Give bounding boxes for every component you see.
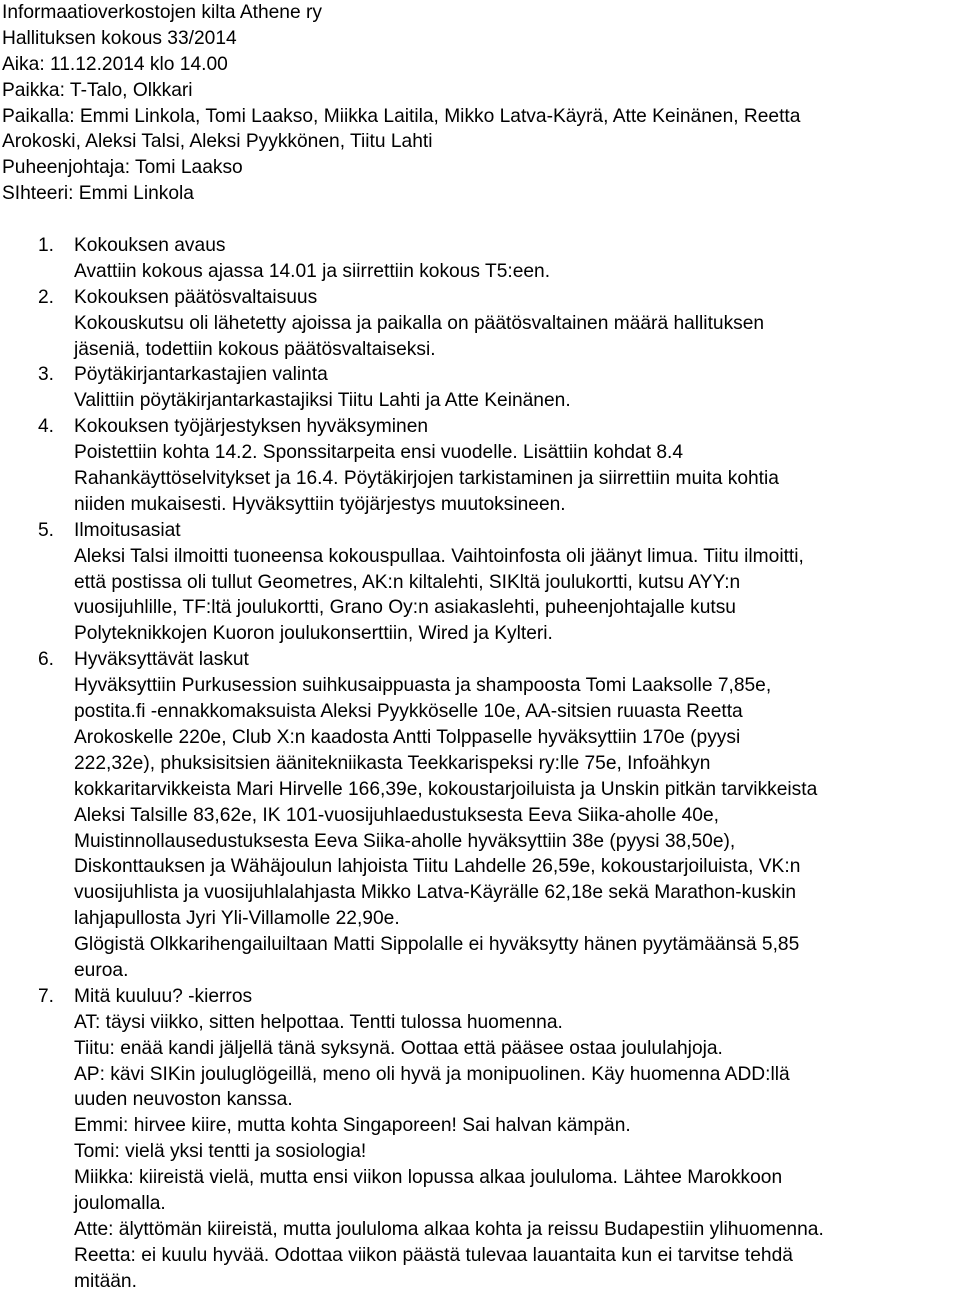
- agenda-item: [2, 414, 958, 518]
- agenda-item-number: 3.: [38, 364, 55, 386]
- secretary: SIhteeri: Emmi Linkola: [2, 183, 194, 205]
- paragraph-line: Diskonttauksen ja Wähäjoulun lahjoista Tiitu Lahdelle 26,59e, kokoustarjoiluista, VK:n: [74, 856, 801, 878]
- paragraph-line: 222,32e), phuksisitsien äänitekniikasta Teekkarispeksi ry:lle 75e, Infoähkyn: [74, 752, 711, 774]
- paragraph-line: AT: täysi viikko, sitten helpottaa. Tentti tulossa huomenna.: [74, 1011, 563, 1033]
- agenda-item: [2, 647, 958, 984]
- paragraph-line: vuosijuhlista ja vuosijuhlalahjasta Mikko Latva-Käyrälle 62,18e sekä Marathon-kuskin: [74, 882, 797, 904]
- paragraph-line: Aleksi Talsi ilmoitti tuoneensa kokouspullaa. Vaihtoinfosta oli jäänyt limua. Tiitu ilmoitti,: [74, 545, 804, 567]
- paragraph-line: Kokouskutsu oli lähetetty ajoissa ja paikalla on päätösvaltainen määrä hallituksen: [74, 312, 765, 334]
- document-page: [2, 0, 958, 1295]
- agenda-item-number: 1.: [38, 235, 55, 257]
- paragraph-line: Tomi: vielä yksi tentti ja sosiologia!: [74, 1141, 367, 1163]
- paragraph-line: Arokoskelle 220e, Club X:n kaadosta Antti Tolppaselle hyväksyttiin 170e (pyysi: [74, 726, 741, 748]
- spacer: [2, 207, 958, 233]
- agenda-item-title: Kokouksen avaus: [74, 235, 226, 257]
- paragraph-line: että postissa oli tullut Geometres, AK:n kiltalehti, SIKltä joulukortti, kutsu AYY:n: [74, 571, 741, 593]
- agenda-item-paragraph: [74, 259, 958, 285]
- paragraph-line: Reetta: ei kuulu hyvää. Odottaa viikon päästä tulevaa lauantaita kun ei tarvitse tehdä: [74, 1244, 793, 1266]
- agenda-item-number: 5.: [38, 519, 55, 541]
- paragraph-line: uuden neuvoston kanssa.: [74, 1089, 293, 1111]
- paragraph-line: Polyteknikkojen Kuoron joulukonserttiin, Wired ja Kylteri.: [74, 623, 553, 645]
- paragraph-line: Muistinnollausedustuksesta Eeva Siika-aholle hyväksyttiin 38e (pyysi 38,50e),: [74, 830, 736, 852]
- paragraph-line: Avattiin kokous ajassa 14.01 ja siirrettiin kokous T5:een.: [74, 260, 551, 282]
- paragraph-line: AP: kävi SIKin jouluglögeillä, meno oli hyvä ja monipuolinen. Käy huomenna ADD:llä: [74, 1063, 790, 1085]
- attendees-line-1: Paikalla: Emmi Linkola, Tomi Laakso, Miikka Laitila, Mikko Latva-Käyrä, Atte Keinänen, Reetta: [2, 105, 801, 127]
- paragraph-line: Poistettiin kohta 14.2. Sponssitarpeita ensi vuodelle. Lisättiin kohdat 8.4: [74, 442, 684, 464]
- agenda-item-title: Hyväksyttävät laskut: [74, 649, 249, 671]
- agenda-item-number: 7.: [38, 985, 55, 1007]
- agenda-item: [2, 362, 958, 414]
- agenda-item: [2, 984, 958, 1295]
- agenda-item-paragraph: [74, 1165, 958, 1217]
- document-header: [2, 0, 958, 207]
- meeting-title: Hallituksen kokous 33/2014: [2, 27, 237, 49]
- paragraph-line: kokkaritarvikkeista Mari Hirvelle 166,39e, kokoustarjoiluista ja Unskin pitkän tarvikkeista: [74, 778, 818, 800]
- paragraph-line: Tiitu: enää kandi jäljellä tänä syksynä. Oottaa että pääsee ostaa joululahjoja.: [74, 1037, 723, 1059]
- paragraph-line: Emmi: hirvee kiire, mutta kohta Singaporeen! Sai halvan kämpän.: [74, 1115, 631, 1137]
- paragraph-line: postita.fi -ennakkomaksuista Aleksi Pyykköselle 10e, AA-sitsien ruuasta Reetta: [74, 701, 743, 723]
- paragraph-line: Hyväksyttiin Purkusession suihkusaippuasta ja shampoosta Tomi Laaksolle 7,85e,: [74, 675, 772, 697]
- agenda-item-paragraph: [74, 311, 958, 363]
- agenda-item-paragraph: [74, 1036, 958, 1062]
- agenda-item-paragraph: [74, 1217, 958, 1243]
- agenda-item-paragraph: [74, 1243, 958, 1295]
- agenda-list: [2, 233, 958, 1295]
- agenda-item-title: Kokouksen työjärjestyksen hyväksyminen: [74, 416, 429, 438]
- paragraph-line: euroa.: [74, 959, 129, 981]
- paragraph-line: Rahankäyttöselvitykset ja 16.4. Pöytäkirjojen tarkistaminen ja siirrettiin muita kohtia: [74, 468, 779, 490]
- meeting-time: Aika: 11.12.2014 klo 14.00: [2, 53, 228, 75]
- agenda-item: [2, 233, 958, 285]
- paragraph-line: Aleksi Talsille 83,62e, IK 101-vuosijuhlaedustuksesta Eeva Siika-aholle 40e,: [74, 804, 719, 826]
- attendees-line-2: Arokoski, Aleksi Talsi, Aleksi Pyykkönen, Tiitu Lahti: [2, 131, 433, 153]
- agenda-item: [2, 285, 958, 363]
- paragraph-line: niiden mukaisesti. Hyväksyttiin työjärjestys muutoksineen.: [74, 493, 566, 515]
- paragraph-line: vuosijuhlille, TF:ltä joulukortti, Grano Oy:n asiakaslehti, puheenjohtajalle kutsu: [74, 597, 736, 619]
- agenda-item-title: Kokouksen päätösvaltaisuus: [74, 286, 318, 308]
- paragraph-line: Glögistä Olkkarihengailuiltaan Matti Sippolalle ei hyväksytty hänen pyytämäänsä 5,85: [74, 934, 800, 956]
- agenda-item-paragraph: [74, 1139, 958, 1165]
- agenda-item-paragraph: [74, 932, 958, 984]
- association-name: Informaatioverkostojen kilta Athene ry: [2, 2, 322, 23]
- paragraph-line: mitään.: [74, 1270, 137, 1292]
- paragraph-line: lahjapullosta Jyri Yli-Villamolle 22,90e.: [74, 908, 400, 930]
- agenda-item-paragraph: [74, 388, 958, 414]
- agenda-item-number: 6.: [38, 649, 55, 671]
- meeting-place: Paikka: T-Talo, Olkkari: [2, 79, 193, 101]
- agenda-item-title: Pöytäkirjantarkastajien valinta: [74, 364, 328, 386]
- agenda-item-paragraph: [74, 440, 958, 518]
- agenda-item-paragraph: [74, 1062, 958, 1114]
- agenda-item-paragraph: [74, 673, 958, 932]
- paragraph-line: Atte: älyttömän kiireistä, mutta joululoma alkaa kohta ja reissu Budapestiin ylihuomenna.: [74, 1218, 824, 1240]
- chairperson: Puheenjohtaja: Tomi Laakso: [2, 157, 243, 179]
- agenda-item-number: 4.: [38, 416, 55, 438]
- agenda-item: [2, 518, 958, 647]
- agenda-item-paragraph: [74, 544, 958, 648]
- agenda-item-paragraph: [74, 1113, 958, 1139]
- agenda-item-title: Mitä kuuluu? -kierros: [74, 985, 253, 1007]
- agenda-item-paragraph: [74, 1010, 958, 1036]
- paragraph-line: joulomalla.: [74, 1192, 166, 1214]
- paragraph-line: jäseniä, todettiin kokous päätösvaltaiseksi.: [74, 338, 436, 360]
- agenda-item-title: Ilmoitusasiat: [74, 519, 181, 541]
- agenda-item-number: 2.: [38, 286, 55, 308]
- paragraph-line: Miikka: kiireistä vielä, mutta ensi viikon lopussa alkaa joululoma. Lähtee Marokkoon: [74, 1167, 783, 1189]
- paragraph-line: Valittiin pöytäkirjantarkastajiksi Tiitu Lahti ja Atte Keinänen.: [74, 390, 571, 412]
